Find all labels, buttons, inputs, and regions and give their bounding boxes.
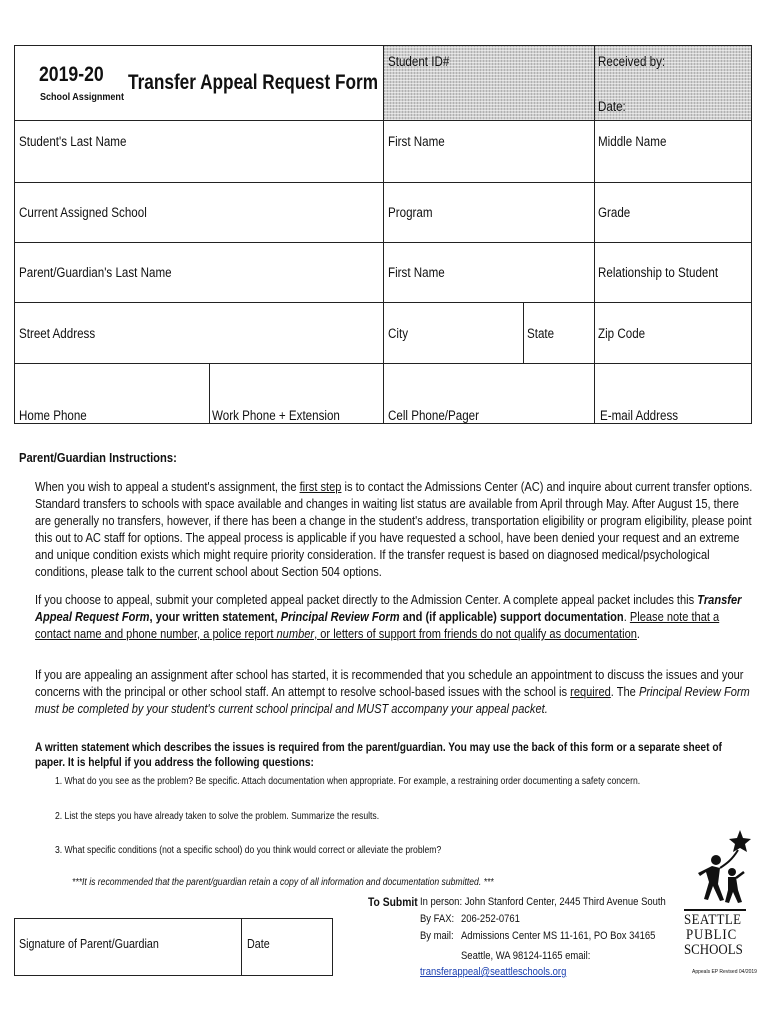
- city-field[interactable]: City: [388, 326, 408, 341]
- student-id-field[interactable]: Student ID#: [388, 54, 450, 69]
- program-field[interactable]: Program: [388, 205, 433, 220]
- logo-text-seattle: SEATTLE: [684, 912, 742, 928]
- question-3: 3. What specific conditions (not a specific school) do you think would correct or alleviate the problem?: [55, 845, 442, 856]
- form-revision-note: Appeals EP Revised 04/2019: [692, 969, 757, 975]
- written-statement-requirement: A written statement which describes the issues is required from the parent/guardian. You may use the back of this form or a separate sheet of paper. It is helpful if you address the following questions:: [35, 741, 722, 769]
- instructions-paragraph-3: If you are appealing an assignment after school has started, it is recommended that you schedule an appointment to discuss the issues and your concerns with the principal or other school staff. An attempt to resolve school-based issues with the school is required. The Principal Review Form must be completed by your student's current school principal and MUST accompany your appeal packet.: [35, 668, 750, 716]
- student-first-name-field[interactable]: First Name: [388, 134, 445, 149]
- retain-copy-note: ***It is recommended that the parent/guardian retain a copy of all information and documentation submitted. ***: [72, 877, 494, 888]
- email-field[interactable]: E-mail Address: [600, 408, 679, 423]
- street-address-field[interactable]: Street Address: [19, 326, 96, 341]
- signature-divider: [241, 918, 242, 976]
- form-header: [14, 45, 383, 120]
- logo-text-schools: SCHOOLS: [684, 942, 743, 958]
- student-id-divider: [383, 45, 384, 121]
- question-1: 1. What do you see as the problem? Be specific. Attach documentation when appropriate. For example, a restraining order documenting a safety concern.: [55, 776, 641, 787]
- received-by-field[interactable]: Received by:: [598, 54, 666, 69]
- current-school-field[interactable]: Current Assigned School: [19, 205, 147, 220]
- received-divider: [594, 45, 595, 121]
- logo-text-public: PUBLIC: [686, 927, 738, 943]
- work-phone-field[interactable]: Work Phone + Extension: [212, 408, 340, 423]
- parent-first-name-field[interactable]: First Name: [388, 265, 445, 280]
- col-line: [383, 363, 384, 424]
- parent-last-name-field[interactable]: Parent/Guardian's Last Name: [19, 265, 172, 280]
- state-field[interactable]: State: [527, 326, 555, 341]
- submit-fax-number: 206-252-0761: [461, 913, 520, 925]
- page-title: Transfer Appeal Request Form: [128, 71, 379, 94]
- submit-in-person: In person: John Stanford Center, 2445 Third Avenue South: [420, 896, 666, 908]
- question-2: 2. List the steps you have already taken to solve the problem. Summarize the results.: [55, 811, 380, 822]
- submit-mail-label: By mail:: [420, 930, 454, 942]
- col-line: [594, 363, 595, 424]
- student-last-name-field[interactable]: Student's Last Name: [19, 134, 127, 149]
- col-line: [383, 120, 384, 363]
- seattle-public-schools-logo: [680, 828, 760, 978]
- instructions-paragraph-2: If you choose to appeal, submit your completed appeal packet directly to the Admission Center. A complete appeal packet includes this Transfer Appeal Request Form, your written statement, Principal Review Form and (if applicable) support documentation. Please note that a contact name and phone number, a police report number, or letters of support from friends do not qualify as documentation.: [35, 593, 742, 641]
- school-year: 2019-20: [39, 63, 104, 86]
- submit-email-link[interactable]: transferappeal@seattleschools.org: [420, 966, 567, 978]
- home-phone-field[interactable]: Home Phone: [19, 408, 87, 423]
- signature-date-field[interactable]: Date: [247, 937, 270, 951]
- children-star-icon: [696, 828, 752, 908]
- submit-fax-label: By FAX:: [420, 913, 455, 925]
- submit-mail-address-1: Admissions Center MS 11-161, PO Box 34165: [461, 930, 656, 942]
- submit-mail-address-2: Seattle, WA 98124-1165 email:: [461, 950, 591, 962]
- logo-rule: [684, 909, 746, 911]
- zip-code-field[interactable]: Zip Code: [598, 326, 646, 341]
- school-assignment-label: School Assignment: [40, 91, 124, 103]
- col-line: [594, 120, 595, 363]
- col-line: [209, 363, 210, 424]
- to-submit-label: To Submit: [368, 895, 418, 909]
- date-received-field[interactable]: Date:: [598, 99, 626, 114]
- student-middle-name-field[interactable]: Middle Name: [598, 134, 667, 149]
- parent-signature-field[interactable]: Signature of Parent/Guardian: [19, 937, 159, 951]
- col-line: [523, 302, 524, 363]
- grade-field[interactable]: Grade: [598, 205, 631, 220]
- instructions-paragraph-1: When you wish to appeal a student's assignment, the first step is to contact the Admissions Center (AC) and inquire about current transfer options. Standard transfers to schools with space available and changes in waiting list status are available from April through May. After August 15, there are generally no transfers, however, if there has been a change in the student's address, transportation eligibility or program eligibility, please point this out to AC staff for options. The appeal process is applicable if you have requested a school, have been denied your request and an extreme and unique condition exists which might require priority consideration. If the transfer request is based on diagnosed medical/psychological conditions, please talk to the current school about Section 504 options.: [35, 480, 753, 579]
- relationship-field[interactable]: Relationship to Student: [598, 265, 719, 280]
- cell-phone-field[interactable]: Cell Phone/Pager: [388, 408, 480, 423]
- instructions-heading: Parent/Guardian Instructions:: [19, 450, 177, 465]
